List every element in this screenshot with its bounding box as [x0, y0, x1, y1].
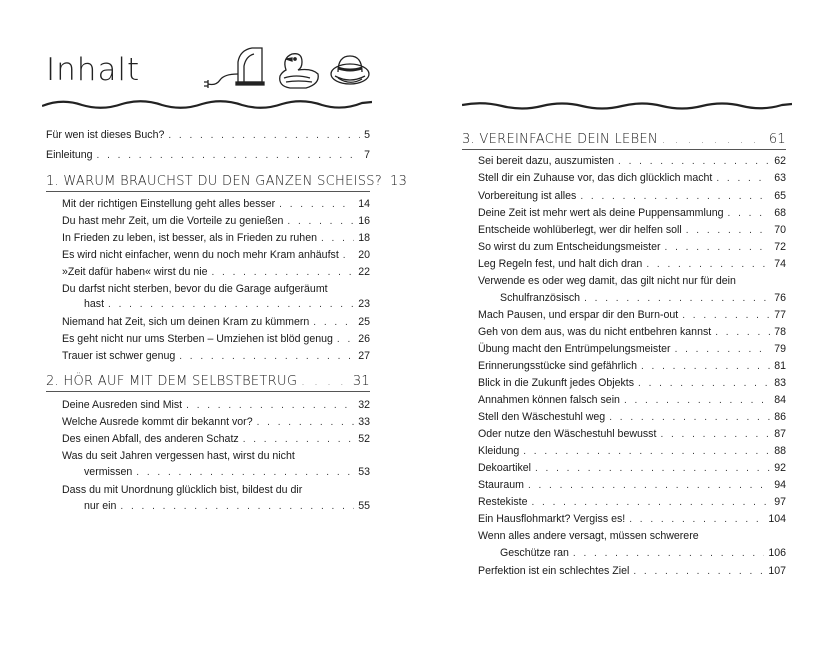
sun-hat-icon — [331, 56, 369, 84]
toc-entry[interactable]: Annahmen können falsch sein . . . 84 — [478, 393, 786, 408]
chapter-heading-2[interactable]: 2. HÖR AUF MIT DEM SELBSTBETRUG . . . 31 — [46, 374, 370, 390]
iron-icon — [204, 48, 264, 88]
toc-entry-continuation[interactable]: vermissen . . . 53 — [62, 465, 370, 480]
top-wave-divider — [462, 99, 792, 113]
toc-entry[interactable]: Entscheide wohlüberlegt, wer dir helfen soll . . . 70 — [478, 223, 786, 238]
toc-entry[interactable]: Stell den Wäschestuhl weg . . . 86 — [478, 410, 786, 425]
toc-entry-first-line[interactable]: Du darfst nicht sterben, bevor du die Garage aufgeräumt — [62, 283, 328, 295]
toc-entry[interactable]: Geh von dem aus, was du nicht entbehren kannst . . . 78 — [478, 325, 786, 340]
chapter-heading-3[interactable]: 3. VEREINFACHE DEIN LEBEN . . . 61 — [462, 132, 786, 148]
toc-entry[interactable]: Sei bereit dazu, auszumisten . . . 62 — [478, 154, 786, 169]
toc-entry-front-2[interactable]: Einleitung . . . 7 — [46, 148, 370, 163]
toc-title: Inhalt — [46, 52, 141, 88]
toc-entry[interactable]: Leg Regeln fest, und halt dich dran . . . 74 — [478, 257, 786, 272]
toc-entry[interactable]: Es geht nicht nur ums Sterben – Umziehen ist blöd genug . . . 26 — [62, 332, 370, 347]
toc-entry[interactable]: Deine Ausreden sind Mist . . . 32 — [62, 398, 370, 413]
toc-entry-first-line[interactable]: Verwende es oder weg damit, das gilt nicht nur für dein — [478, 275, 736, 287]
toc-entry[interactable]: In Frieden zu leben, ist besser, als in Frieden zu ruhen . . . 18 — [62, 231, 370, 246]
toc-entry[interactable]: Es wird nicht einfacher, wenn du noch mehr Kram anhäufst . . . 20 — [62, 248, 370, 263]
chapter-heading-1[interactable]: 1. WARUM BRAUCHST DU DEN GANZEN SCHEISS? 13 — [46, 174, 408, 189]
toc-entry-first-line[interactable]: Was du seit Jahren vergessen hast, wirst du nicht — [62, 450, 295, 462]
household-illustration — [200, 44, 370, 94]
toc-entry[interactable]: Restekiste . . . 97 — [478, 495, 786, 510]
toc-entry[interactable]: Stell dir ein Zuhause vor, das dich glücklich macht . . . 63 — [478, 171, 786, 186]
toc-entry-continuation[interactable]: nur ein . . . 55 — [62, 499, 370, 514]
toc-entry[interactable]: Du hast mehr Zeit, um die Vorteile zu genießen . . . 16 — [62, 214, 370, 229]
toc-entry-front-1[interactable]: Für wen ist dieses Buch? . . . 5 — [46, 128, 370, 143]
toc-entry[interactable]: Trauer ist schwer genug . . . 27 — [62, 349, 370, 364]
toc-entry[interactable]: So wirst du zum Entscheidungsmeister . . . 72 — [478, 240, 786, 255]
chapter-underline-2 — [46, 391, 370, 392]
toc-entry[interactable]: Vorbereitung ist alles . . . 65 — [478, 189, 786, 204]
rubber-duck-icon — [280, 54, 319, 88]
chapter-underline-3 — [462, 149, 786, 150]
toc-entry[interactable]: Oder nutze den Wäschestuhl bewusst . . . 87 — [478, 427, 786, 442]
toc-entry[interactable]: Deine Zeit ist mehr wert als deine Puppensammlung . . . 68 — [478, 206, 786, 221]
toc-entry[interactable]: Kleidung . . . 88 — [478, 444, 786, 459]
toc-entry[interactable]: Des einen Abfall, des anderen Schatz . . . 52 — [62, 432, 370, 447]
toc-entry-continuation[interactable]: Geschütze ran . . . 106 — [478, 546, 786, 561]
toc-entry-continuation[interactable]: Schulfranzösisch . . . 76 — [478, 291, 786, 306]
toc-entry-first-line[interactable]: Dass du mit Unordnung glücklich bist, bildest du dir — [62, 484, 303, 496]
toc-entry-continuation[interactable]: hast . . . 23 — [62, 297, 370, 312]
toc-entry[interactable]: Perfektion ist ein schlechtes Ziel . . . 107 — [478, 564, 786, 579]
toc-entry[interactable]: »Zeit dafür haben« wirst du nie . . . 22 — [62, 265, 370, 280]
title-wave-divider — [42, 96, 372, 112]
chapter-underline-1 — [46, 191, 370, 192]
left-page — [0, 0, 416, 648]
toc-entry-first-line[interactable]: Wenn alles andere versagt, müssen schwerere — [478, 530, 699, 542]
toc-entry[interactable]: Dekoartikel . . . 92 — [478, 461, 786, 476]
toc-entry[interactable]: Niemand hat Zeit, sich um deinen Kram zu kümmern . . . 25 — [62, 315, 370, 330]
right-page — [416, 0, 833, 648]
toc-entry[interactable]: Mit der richtigen Einstellung geht alles besser . . . 14 — [62, 197, 370, 212]
toc-entry[interactable]: Erinnerungsstücke sind gefährlich . . . 81 — [478, 359, 786, 374]
toc-entry[interactable]: Stauraum . . . 94 — [478, 478, 786, 493]
toc-entry[interactable]: Welche Ausrede kommt dir bekannt vor? . . . 33 — [62, 415, 370, 430]
toc-entry[interactable]: Blick in die Zukunft jedes Objekts . . . 83 — [478, 376, 786, 391]
toc-entry[interactable]: Übung macht den Entrümpelungsmeister . . . 79 — [478, 342, 786, 357]
toc-entry[interactable]: Ein Hausflohmarkt? Vergiss es! . . . 104 — [478, 512, 786, 527]
toc-entry[interactable]: Mach Pausen, und erspar dir den Burn-out . . . 77 — [478, 308, 786, 323]
